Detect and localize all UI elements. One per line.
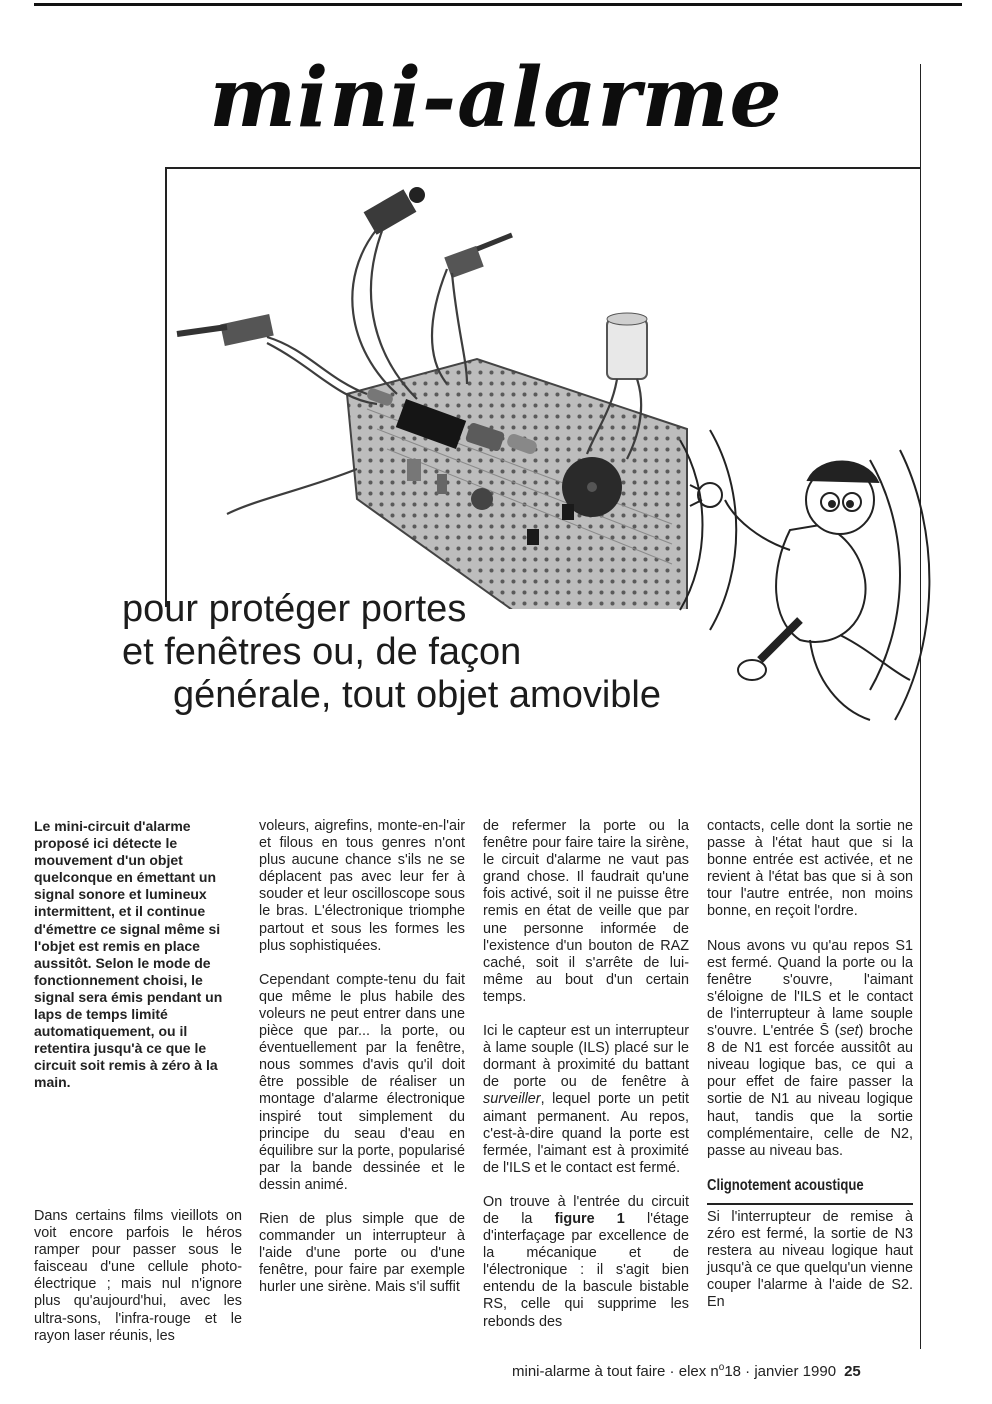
transistor [527,529,539,545]
italic-text: surveiller [483,1091,541,1108]
toggle-switch-right [444,235,512,278]
column-4 [707,818,913,1328]
subtitle-line-2: et fenêtres ou, de façon [122,631,522,673]
led-holder [607,319,647,379]
paragraph [483,1023,689,1177]
toggle-switch-left [177,314,274,346]
paragraph: de refermer la porte ou la fenêtre pour faire taire la sirène, le circuit d'alarme ne vaut pas grand chose. Il faudrait qu'une fois activé, soit il ne puisse être remis en état de veille que par une personne informée de l'existence d'un bouton de RAZ caché, soit il s'arrête de lui-même au bout d'un certain temps. [483,818,689,1005]
heading-rule [707,1203,913,1205]
footer-superscript: o [718,1362,725,1373]
burglar-cartoon [640,420,940,750]
figure-reference: figure 1 [554,1210,625,1227]
paragraph [707,938,913,1160]
column-3 [483,818,689,1348]
column-1-paragraph: Dans certains films vieillots on voit encore parfois le héros ramper pour passer sous le faisceau d'une cellule photo-électrique ; mais nul n'ignore plus qu'aujourd'hui, avec les ultra-sons, l'infra-rouge et le rayon laser réunis, les [34,1208,242,1344]
text: l'étage d'interfaçage par excellence de la mécanique et de l'électronique : il s'agit bien entendu de la bascule bistable RS, celle qui supprime les rebonds des [483,1210,689,1330]
page-footer [512,1362,861,1380]
paragraph: contacts, celle dont la sortie ne passe à l'état haut que si la bonne entrée est activée, et ne revient à l'état bas que si à son tour l'autre entrée, non moins bonne, en reçoit l'ordre. [707,818,913,920]
text: On trouve à l'entrée du circuit de la [483,1193,689,1227]
paragraph [483,1194,689,1331]
paragraph: Cependant compte-tenu du fait que même le plus habile des voleurs ne peut entrer dans une pièce que par... la porte, ou éventuellement par la fenêtre, nous sommes d'avis qu'il doit être possible de réaliser un montage d'alarme électronique inspiré tout simplement du principe du seau d'eau en équilibre sur la porte, popularisé par la bande dessinée et le dessin animé. [259,971,465,1193]
subtitle-line-3: générale, tout objet amovible [173,674,661,716]
paragraph: voleurs, aigrefins, monte-en-l'air et filous en tous genres n'ont plus aucune chance s'ils ne se déplacent pas avec leur fer à souder et leur oscilloscope sous le bras. L'électronique triomphe partout et sous les formes les plus sophistiquées. [259,818,465,954]
page-number: 25 [844,1363,861,1380]
footer-text: 18 · janvier 1990 [724,1363,837,1380]
column-1 [34,818,242,1109]
article-title: mini-alarme [209,50,783,146]
column-2 [259,818,465,1313]
text: ) broche 8 de N1 est forcée aussitôt au niveau logique bas, ce qui a pour effet de faire passer la sortie de N1 au niveau logique haut, tandis que la sortie complémentaire, celle de N2, passe au niveau bas. [707,1023,913,1159]
footer-text: mini-alarme à tout faire · elex n [512,1363,719,1380]
paragraph: Si l'interrupteur de remise à zéro est fermé, la sortie de N3 restera au niveau logique haut jusqu'à ce que quelqu'un vienne couper l'alarme à l'aide de S2. En [707,1208,913,1311]
push-button-top [364,187,425,235]
top-rule [34,3,962,6]
paragraph: Rien de plus simple que de commander un interrupteur à l'aide d'une porte ou d'une fenêtre, pour faire par exemple hurler une sirène. Mais s'il suffit [259,1210,465,1296]
text: Ici le capteur est un interrupteur à lame souple (ILS) placé sur le dormant à proximité du battant de porte ou de fenêtre à [483,1023,689,1091]
intro-paragraph: Le mini-circuit d'alarme proposé ici détecte le mouvement d'un objet quelconque en émettant un signal sonore et lumineux intermittent, et il continue d'émettre ce signal même si l'objet est remis en place aussitôt. Selon le mode de fonctionnement choisi, le signal sera émis pendant un laps de temps limité automatiquement, ou il retentira jusqu'à ce que le circuit soit remis à zéro à la main. [34,818,223,1091]
text: , lequel porte un petit aimant permanent. Au repos, c'est-à-dire quand la porte est fermée, l'aimant est à proximité de l'ILS et le contact est fermé. [483,1091,689,1176]
trimmer [471,488,493,510]
section-heading: Clignotement acoustique [707,1176,864,1194]
italic-text: set [839,1023,859,1040]
subtitle-line-1: pour protéger portes [122,588,467,630]
text: Nous avons vu qu'au repos S1 est fermé. Quand la porte ou la fenêtre s'ouvre, l'aimant s'éloigne de l'ILS et le contact de l'interrupteur à lame souple s'ouvre. L'entrée S̄ ( [707,937,913,1040]
